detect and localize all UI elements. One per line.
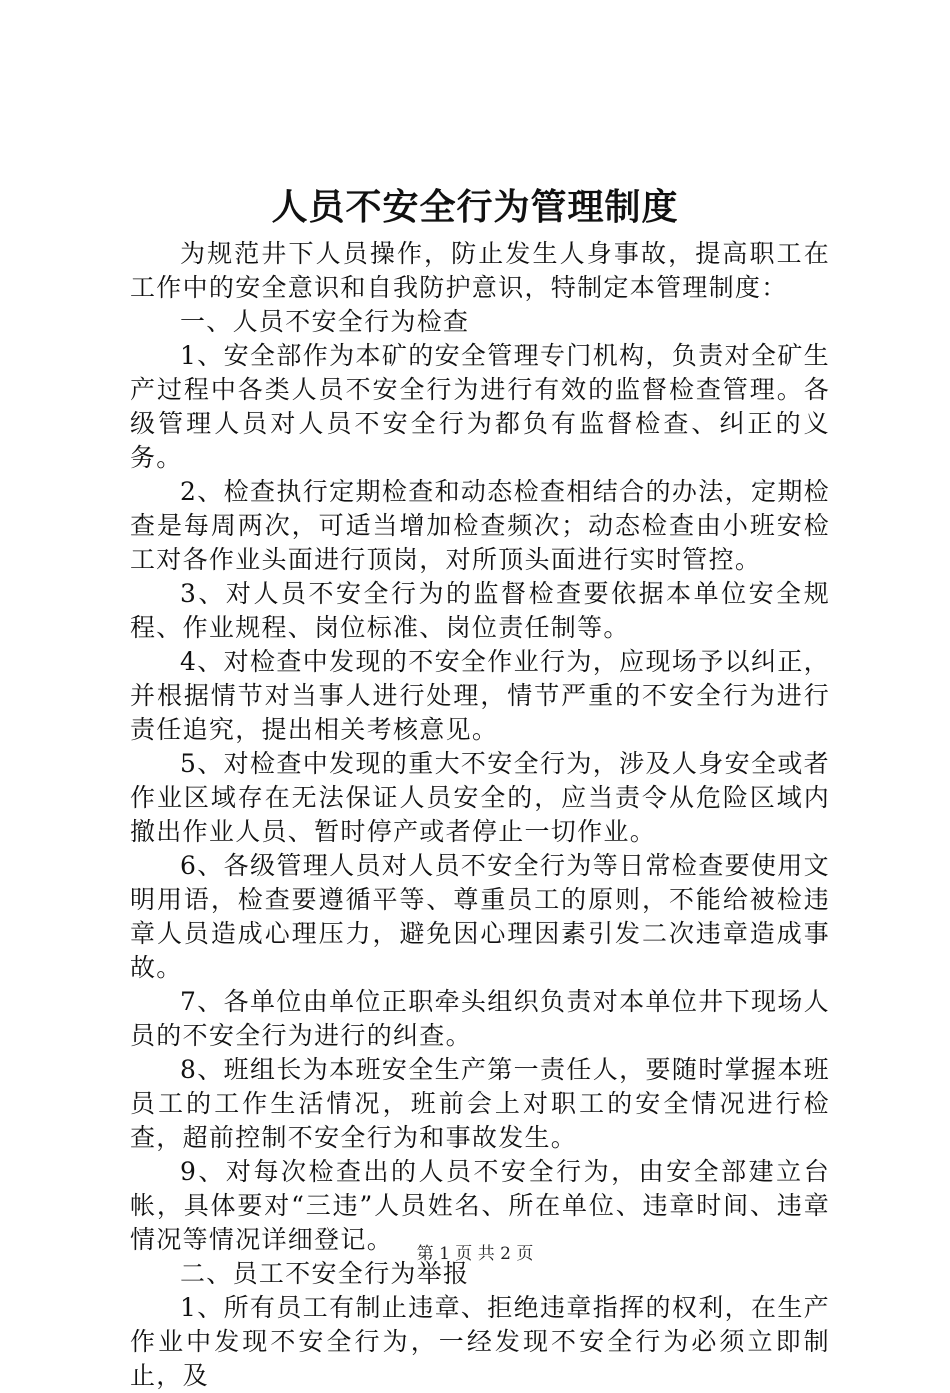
paragraph-item: 3、对人员不安全行为的监督检查要依据本单位安全规程、作业规程、岗位标准、岗位责任制等。 [130, 579, 830, 642]
page-footer: 第 1 页 共 2 页 [416, 1244, 534, 1264]
paragraph-item: 6、各级管理人员对人员不安全行为等日常检查要使用文明用语，检查要遵循平等、尊重员工的原则，不能给被检违章人员造成心理压力，避免因心理因素引发二次违章造成事故。 [130, 851, 830, 982]
paragraph-item: 2、检查执行定期检查和动态检查相结合的办法，定期检查是每周两次，可适当增加检查频次；动态检查由小班安检工对各作业头面进行顶岗，对所顶头面进行实时管控。 [130, 477, 830, 574]
intro-paragraph: 为规范井下人员操作，防止发生人身事故，提高职工在工作中的安全意识和自我防护意识，特制定本管理制度： [130, 239, 830, 302]
paragraph-item: 1、所有员工有制止违章、拒绝违章指挥的权利，在生产作业中发现不安全行为，一经发现不安全行为必须立即制止，及 [130, 1293, 830, 1390]
paragraph-item: 1、安全部作为本矿的安全管理专门机构，负责对全矿生产过程中各类人员不安全行为进行有效的监督检查管理。各级管理人员对人员不安全行为都负有监督检查、纠正的义务。 [130, 341, 830, 472]
paragraph-item: 8、班组长为本班安全生产第一责任人，要随时掌握本班员工的工作生活情况，班前会上对职工的安全情况进行检查，超前控制不安全行为和事故发生。 [130, 1055, 830, 1152]
section-heading-2: 二、员工不安全行为举报 [180, 1259, 470, 1288]
paragraph-item: 9、对每次检查出的人员不安全行为，由安全部建立台帐，具体要对“三违”人员姓名、所在单位、违章时间、违章情况等情况详细登记。 [130, 1157, 830, 1254]
paragraph-item: 7、各单位由单位正职牵头组织负责对本单位井下现场人员的不安全行为进行的纠查。 [130, 987, 830, 1050]
document-body [130, 237, 830, 1393]
section-heading-1: 一、人员不安全行为检查 [180, 307, 470, 336]
paragraph-item: 4、对检查中发现的不安全作业行为，应现场予以纠正，并根据情节对当事人进行处理，情节严重的不安全行为进行责任追究，提出相关考核意见。 [130, 647, 830, 744]
paragraph-item: 5、对检查中发现的重大不安全行为，涉及人身安全或者作业区域存在无法保证人员安全的，应当责令从危险区域内撤出作业人员、暂时停产或者停止一切作业。 [130, 749, 830, 846]
document-title: 人员不安全行为管理制度 [271, 186, 679, 228]
